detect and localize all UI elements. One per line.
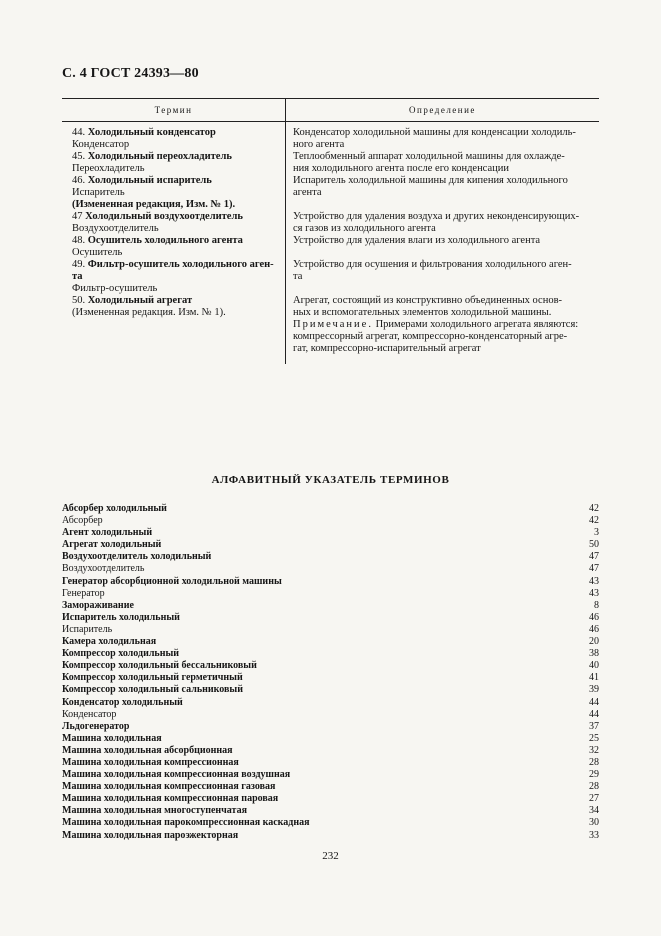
index-page-ref: 43 (589, 575, 599, 587)
column-divider (285, 122, 286, 364)
index-term: Машина холодильная пароэжекторная (62, 829, 239, 841)
definition-cell (285, 319, 599, 331)
term-text: (Измененная редакция, Изм. № 1). (72, 199, 236, 210)
index-page-ref: 44 (589, 696, 599, 708)
definition-cell: Агрегат, состоящий из конструктивно объединенных основ- (293, 295, 563, 306)
index-entry (62, 527, 599, 539)
definition-cell: ного агента (293, 139, 345, 150)
definition-cell: ния холодильного агента после его конденсации (293, 163, 509, 174)
definition-cell: гат, компрессорно-испарительный агрегат (293, 343, 481, 354)
index-term: Агент холодильный (62, 527, 153, 539)
index-entry (62, 709, 599, 721)
term-text: Воздухоотделитель (72, 223, 159, 234)
index-page-ref: 40 (589, 660, 599, 672)
table-row (62, 235, 599, 247)
index-page-ref: 27 (589, 793, 599, 805)
table-row (62, 331, 599, 343)
table-row (62, 175, 599, 187)
index-term: Машина холодильная парокомпрессионная каскадная (62, 817, 310, 829)
term-text: Холодильный конденсатор (87, 127, 216, 138)
term-text: (Измененная редакция. Изм. № 1). (72, 307, 226, 318)
index-page-ref: 37 (589, 720, 599, 732)
table-row (62, 307, 599, 319)
table-row (62, 343, 599, 355)
definition-cell (285, 199, 599, 211)
index-term: Испаритель холодильный (62, 611, 180, 623)
term-text: 48. (72, 235, 88, 246)
index-entry (62, 793, 599, 805)
table-header (62, 98, 599, 122)
index-term: Машина холодильная многоступенчатая (62, 805, 247, 817)
definition-cell: Устройство для осушения и фильтрования холодильного аген- (293, 259, 572, 270)
index-entry (62, 684, 599, 696)
term-cell (62, 295, 285, 307)
term-cell (62, 163, 285, 175)
index-entry (62, 551, 599, 563)
table-row (62, 151, 599, 163)
index-term: Машина холодильная компрессионная паровая (62, 793, 279, 805)
definition-cell: агента (293, 187, 322, 198)
index-page-ref: 3 (594, 527, 599, 539)
term-text: Холодильный агрегат (87, 295, 193, 306)
term-text: Испаритель (72, 187, 125, 198)
index-page-ref: 50 (589, 539, 599, 551)
table-row (62, 295, 599, 307)
index-entry (62, 612, 599, 624)
index-page-ref: 44 (589, 708, 599, 720)
column-header-definition: Определение (409, 105, 476, 115)
index-page-ref: 41 (589, 672, 599, 684)
term-cell (62, 319, 285, 331)
index-term: Агрегат холодильный (62, 539, 162, 551)
index-page-ref: 32 (589, 744, 599, 756)
index-term: Конденсатор (62, 708, 117, 720)
term-text: 49. (72, 259, 88, 270)
index-page-ref: 43 (589, 587, 599, 599)
definition-cell: Устройство для удаления воздуха и других неконденсирующих- (293, 211, 580, 222)
index-page-ref: 8 (594, 599, 599, 611)
terms-table (62, 98, 599, 355)
index-term: Камера холодильная (62, 636, 157, 648)
definition-cell: компрессорный агрегат, компрессорно-конденсаторный агре- (293, 331, 568, 342)
term-cell (62, 343, 285, 355)
table-row (62, 187, 599, 199)
index-term: Генератор абсорбционной холодильной машины (62, 575, 282, 587)
definition-cell: та (293, 271, 303, 282)
term-cell (62, 139, 285, 151)
term-text: Переохладитель (72, 163, 145, 174)
index-entry (62, 576, 599, 588)
table-row (62, 139, 599, 151)
index-term: Конденсатор холодильный (62, 696, 183, 708)
index-title: АЛФАВИТНЫЙ УКАЗАТЕЛЬ ТЕРМИНОВ (211, 474, 450, 486)
index-entry (62, 588, 599, 600)
term-text: Холодильный испаритель (87, 175, 212, 186)
table-row (62, 163, 599, 175)
term-text: Фильтр-осушитель (72, 283, 158, 294)
term-cell (62, 235, 285, 247)
term-text: та (72, 271, 83, 282)
index-entry (62, 515, 599, 527)
term-text: 45. (72, 151, 88, 162)
index-entry (62, 672, 599, 684)
index-page-ref: 39 (589, 684, 599, 696)
index-page-ref: 28 (589, 756, 599, 768)
table-row (62, 259, 599, 271)
index-entry (62, 733, 599, 745)
index-term: Абсорбер (62, 515, 103, 527)
index-term: Машина холодильная компрессионная воздушная (62, 769, 291, 781)
term-cell (62, 307, 285, 319)
index-entry (62, 624, 599, 636)
index-term: Абсорбер холодильный (62, 503, 167, 514)
index-page-ref: 34 (589, 805, 599, 817)
note-label: Примечание. (293, 319, 373, 330)
index-entry (62, 757, 599, 769)
table-row (62, 283, 599, 295)
term-cell (62, 151, 285, 163)
index-page-ref: 42 (589, 515, 599, 527)
index-entry (62, 769, 599, 781)
index-page-ref: 25 (589, 732, 599, 744)
term-text: Холодильный воздухоотделитель (85, 211, 243, 222)
index-entry (62, 539, 599, 551)
index-term: Воздухоотделитель (62, 563, 145, 575)
index-page-ref: 46 (589, 623, 599, 635)
page-header: С. 4 ГОСТ 24393—80 (62, 66, 199, 81)
table-row (62, 247, 599, 259)
index-entry (62, 600, 599, 612)
table-row (62, 211, 599, 223)
index-page-ref: 42 (589, 503, 599, 514)
index-entry (62, 697, 599, 709)
index-term: Машина холодильная компрессионная (62, 756, 239, 768)
index-entry (62, 745, 599, 757)
index-entry (62, 563, 599, 575)
table-row (62, 319, 599, 331)
index-entry (62, 503, 599, 515)
index-page-ref: 30 (589, 817, 599, 829)
term-cell (62, 175, 285, 187)
table-row (62, 223, 599, 235)
alphabetical-index (62, 503, 599, 842)
term-cell (62, 127, 285, 139)
index-entry (62, 830, 599, 842)
index-page-ref: 38 (589, 648, 599, 660)
term-text: 47 (72, 211, 86, 222)
term-text: 44. (72, 127, 88, 138)
index-term: Компрессор холодильный герметичный (62, 672, 243, 684)
definition-cell: Устройство для удаления влаги из холодильного агента (293, 235, 541, 246)
term-cell (62, 247, 285, 259)
index-term: Генератор (62, 587, 105, 599)
index-page-ref: 29 (589, 769, 599, 781)
term-text: Осушитель (72, 247, 123, 258)
term-cell (62, 211, 285, 223)
index-term: Машина холодильная абсорбционная (62, 744, 233, 756)
index-term: Испаритель (62, 623, 113, 635)
term-text: Холодильный переохладитель (87, 151, 232, 162)
index-entry (62, 721, 599, 733)
page-number: 232 (322, 850, 339, 862)
index-page-ref: 47 (589, 563, 599, 575)
index-page-ref: 28 (589, 781, 599, 793)
index-term: Машина холодильная (62, 732, 162, 744)
column-header-term: Термин (62, 99, 286, 121)
index-entry (62, 636, 599, 648)
term-text: Конденсатор (72, 139, 130, 150)
definition-cell: ся газов из холодильного агента (293, 223, 436, 234)
term-text: 46. (72, 175, 88, 186)
index-term: Воздухоотделитель холодильный (62, 551, 212, 563)
term-cell (62, 223, 285, 235)
table-body (62, 122, 599, 355)
definition-cell (285, 283, 599, 295)
index-page-ref: 47 (589, 551, 599, 563)
index-entry (62, 660, 599, 672)
index-page-ref: 20 (589, 636, 599, 648)
term-cell (62, 271, 285, 283)
index-page-ref: 46 (589, 611, 599, 623)
index-entry (62, 805, 599, 817)
index-term: Машина холодильная компрессионная газовая (62, 781, 276, 793)
index-page-ref: 33 (589, 829, 599, 841)
term-cell (62, 199, 285, 211)
table-row (62, 127, 599, 139)
index-term: Льдогенератор (62, 720, 130, 732)
term-cell (62, 259, 285, 271)
definition-cell: Теплообменный аппарат холодильной машины для охлажде- (293, 151, 565, 162)
index-term: Замораживание (62, 599, 134, 611)
term-cell (62, 331, 285, 343)
index-entry (62, 817, 599, 829)
index-term: Компрессор холодильный бессальниковый (62, 660, 257, 672)
index-entry (62, 648, 599, 660)
index-term: Компрессор холодильный сальниковый (62, 684, 243, 696)
definition-cell: Испаритель холодильной машины для кипения холодильного (293, 175, 568, 186)
term-text: Фильтр-осушитель холодильного аген- (87, 259, 274, 270)
definition-cell (285, 247, 599, 259)
definition-cell: ных и вспомогательных элементов холодильной машины. (293, 307, 552, 318)
term-cell (62, 187, 285, 199)
term-cell (62, 283, 285, 295)
table-row (62, 199, 599, 211)
index-term: Компрессор холодильный (62, 648, 180, 660)
note-text: Примерами холодильного агрегата являются: (372, 319, 579, 330)
index-entry (62, 781, 599, 793)
definition-cell: Конденсатор холодильной машины для конденсации холодиль- (293, 127, 576, 138)
term-text: Осушитель холодильного агента (87, 235, 243, 246)
term-text: 50. (72, 295, 88, 306)
table-row (62, 271, 599, 283)
